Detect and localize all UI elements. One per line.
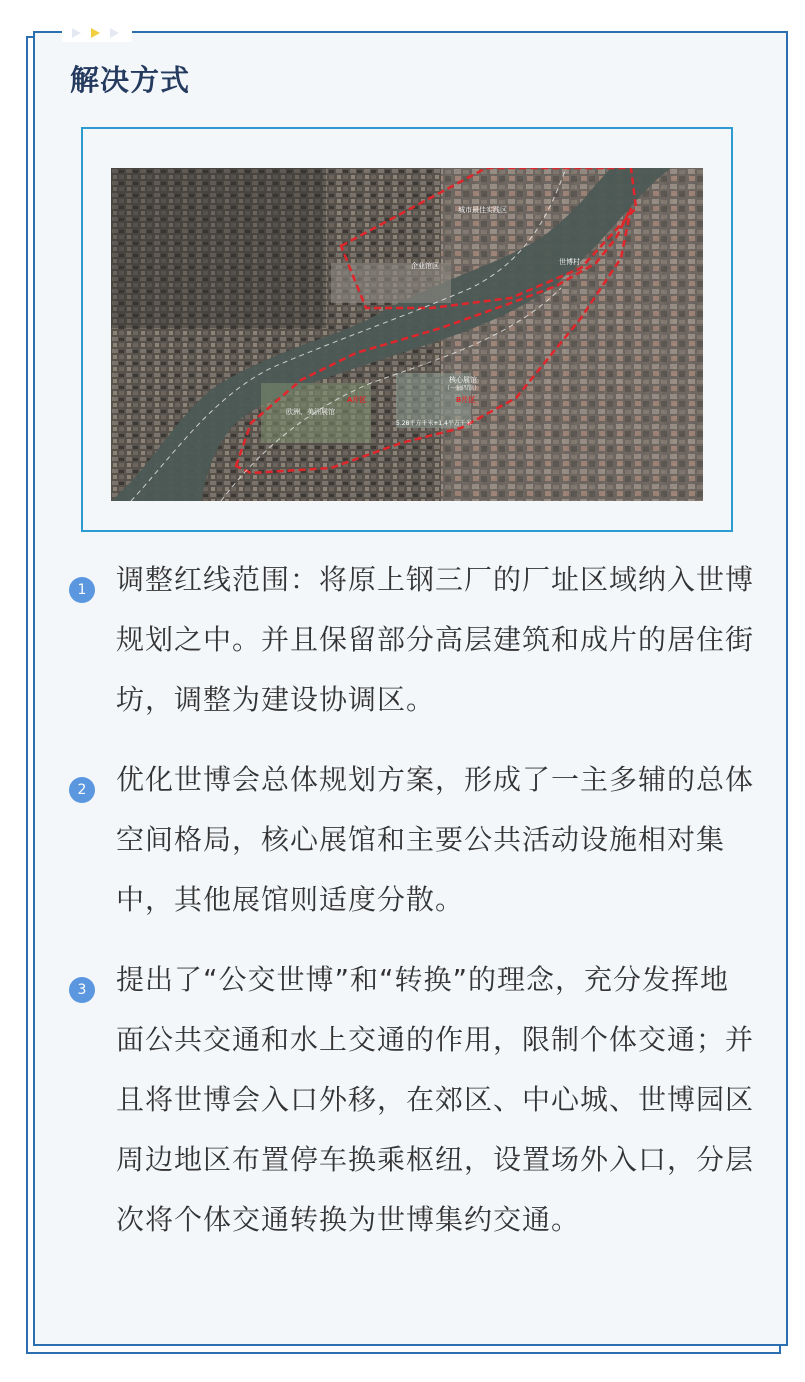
map-label: 欧洲、美洲展馆: [286, 408, 335, 416]
list-item-text: 调整红线范围：将原上钢三厂的厂址区域纳入世博规划之中。并且保留部分高层建筑和成片的居住街坊，调整为建设协调区。: [116, 563, 755, 716]
map-label: （一轴四馆）: [444, 385, 481, 392]
section-title: 解决方式: [70, 63, 191, 97]
satellite-map-image: [111, 168, 703, 501]
triangle-icon: [72, 28, 81, 38]
list-number-badge: 1: [69, 577, 95, 603]
list-item-text: 优化世博会总体规划方案，形成了一主多辅的总体空间格局，核心展馆和主要公共活动设施相对集中，其他展馆则适度分散。: [116, 763, 755, 916]
map-label: 核心展馆: [449, 376, 477, 384]
list-number-badge: 3: [69, 977, 95, 1003]
list-item-text: 提出了“公交世博”和“转换”的理念，充分发挥地面公共交通和水上交通的作用，限制个体交通；并且将世博会入口外移，在郊区、中心城、世博园区周边地区布置停车换乘枢纽，设置场外入口，分层次将个体交通转换为世博集约交通。: [116, 963, 755, 1236]
map-label: 城市最佳实践区: [458, 206, 507, 214]
triangle-icon: [91, 28, 100, 38]
map-label: 世博村: [559, 258, 580, 266]
triangle-icon: [110, 28, 119, 38]
map-label: 5.28平方千米+1.4平方千米: [396, 420, 472, 427]
map-label: 企业馆区: [411, 262, 439, 270]
map-label: A片区: [347, 396, 367, 404]
corner-decoration: [62, 22, 132, 42]
list-number-badge: 2: [69, 777, 95, 803]
map-label: B片区: [456, 396, 476, 404]
